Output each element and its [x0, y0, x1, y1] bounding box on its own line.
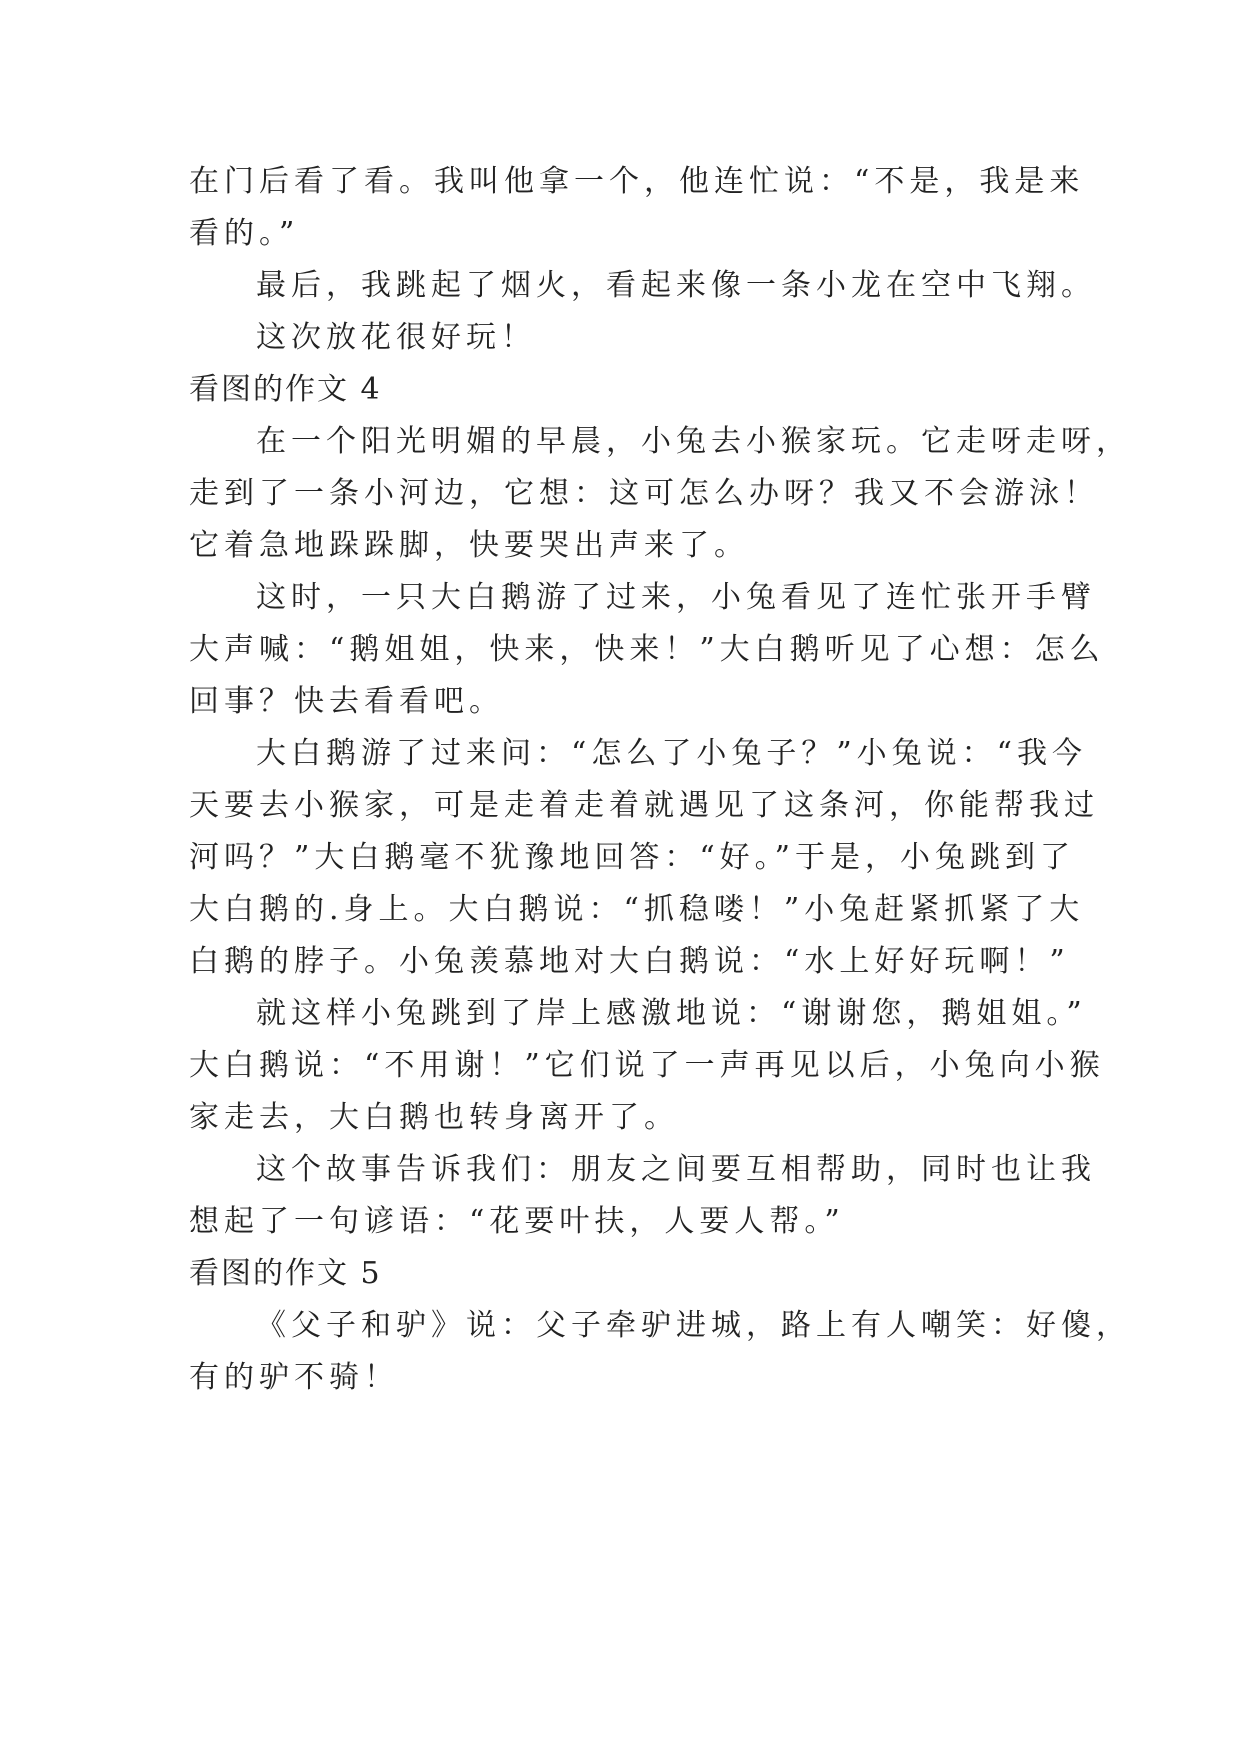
text-line: 大白鹅说：“不用谢！”它们说了一声再见以后，小兔向小猴 — [189, 1048, 1105, 1083]
text-line: 《父子和驴》说：父子牵驴进城，路上有人嘲笑：好傻， — [256, 1308, 1131, 1343]
text-line: 白鹅的脖子。小兔羡慕地对大白鹅说：“水上好好玩啊！” — [189, 944, 1070, 979]
text-line: 家走去，大白鹅也转身离开了。 — [189, 1100, 679, 1135]
text-line: 这时，一只大白鹅游了过来，小兔看见了连忙张开手臂 — [256, 580, 1096, 615]
text-line: 这次放花很好玩！ — [256, 320, 536, 355]
text-line: 大声喊：“鹅姐姐，快来，快来！”大白鹅听见了心想：怎么 — [189, 632, 1105, 667]
text-line: 想起了一句谚语：“花要叶扶，人要人帮。” — [189, 1204, 845, 1239]
text-line: 在门后看了看。我叫他拿一个，他连忙说：“不是，我是来 — [189, 164, 1085, 199]
text-line: 在一个阳光明媚的早晨，小兔去小猴家玩。它走呀走呀， — [256, 424, 1131, 459]
text-line: 看的。” — [189, 216, 300, 251]
text-line: 有的驴不骑！ — [189, 1360, 399, 1395]
document-body — [189, 156, 1131, 1404]
text-line: 它着急地跺跺脚，快要哭出声来了。 — [189, 528, 749, 563]
text-line: 走到了一条小河边，它想：这可怎么办呀？我又不会游泳！ — [189, 476, 1099, 511]
text-line: 这个故事告诉我们：朋友之间要互相帮助，同时也让我 — [256, 1152, 1096, 1187]
text-line: 大白鹅的.身上。大白鹅说：“抓稳喽！”小兔赶紧抓紧了大 — [189, 892, 1085, 927]
section-heading: 看图的作文 4 — [189, 372, 382, 407]
section-heading: 看图的作文 5 — [189, 1256, 382, 1291]
text-line: 就这样小兔跳到了岸上感激地说：“谢谢您，鹅姐姐。” — [256, 996, 1087, 1031]
text-line: 大白鹅游了过来问：“怎么了小兔子？”小兔说：“我今 — [256, 736, 1088, 771]
text-line: 回事？快去看看吧。 — [189, 684, 504, 719]
text-line: 天要去小猴家，可是走着走着就遇见了这条河，你能帮我过 — [189, 788, 1099, 823]
text-line: 河吗？”大白鹅毫不犹豫地回答：“好。”于是，小兔跳到了 — [189, 840, 1076, 875]
text-line: 最后，我跳起了烟火，看起来像一条小龙在空中飞翔。 — [256, 268, 1096, 303]
